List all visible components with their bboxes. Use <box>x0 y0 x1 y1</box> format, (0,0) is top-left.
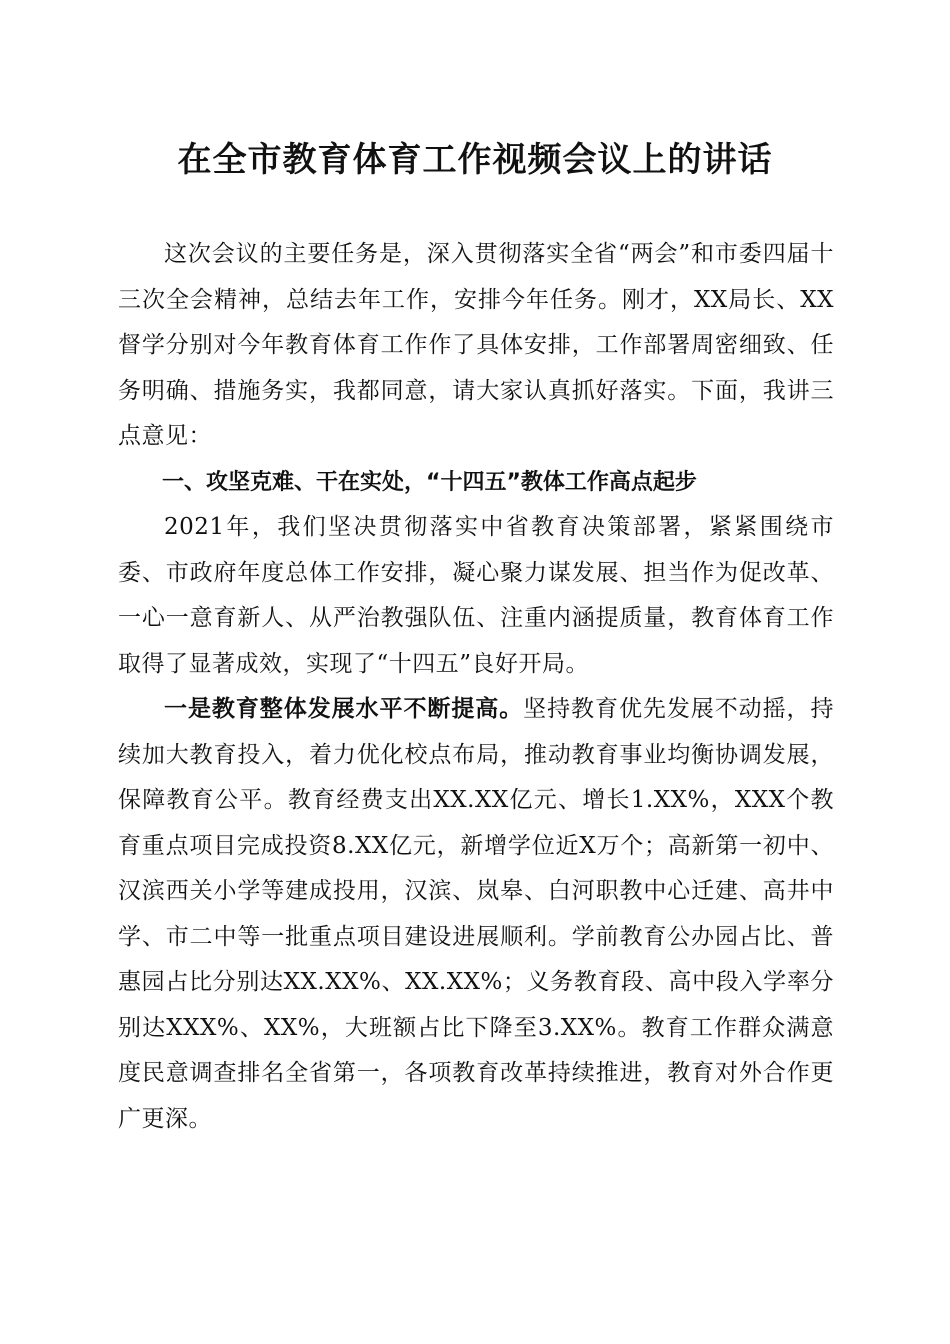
point-1-paragraph <box>118 687 834 1142</box>
document-title: 在全市教育体育工作视频会议上的讲话 <box>177 140 773 180</box>
section-heading-1: 一、攻坚克难、干在实处，“十四五”教体工作高点起步 <box>162 469 697 495</box>
point-1-text: 坚持教育优先发展不动摇，持续加大教育投入，着力优化校点布局，推动教育事业均衡协调发展，保障教育公平。教育经费支出XX.XX亿元、增长1.XX%，XXX个教育重点项目完成投资8.XX亿元，新增学位近X万个；高新第一初中、汉滨西关小学等建成投用，汉滨、岚皋、白河职教中心迁建、高井中学、市二中等一批重点项目建设进展顺利。学前教育公办园占比、普惠园占比分别达XX.XX%、XX.XX%；义务教育段、高中段入学率分别达XXX%、XX%，大班额占比下降至3.XX%。教育工作群众满意度民意调查排名全省第一，各项教育改革持续推进，教育对外合作更广更深。 <box>118 696 835 1132</box>
document-body <box>118 232 834 1142</box>
intro-paragraph: 这次会议的主要任务是，深入贯彻落实全省“两会”和市委四届十三次全会精神，总结去年工作，安排今年任务。刚才，XX局长、XX督学分别对今年教育体育工作作了具体安排，工作部署周密细致、任务明确、措施务实，我都同意，请大家认真抓好落实。下面，我讲三点意见： <box>118 241 834 449</box>
point-1-lead: 一是教育整体发展水平不断提高。 <box>164 696 524 722</box>
section-1-paragraph: 2021年，我们坚决贯彻落实中省教育决策部署，紧紧围绕市委、市政府年度总体工作安排，凝心聚力谋发展、担当作为促改革、一心一意育新人、从严治教强队伍、注重内涵提质量，教育体育工作取得了显著成效，实现了“十四五”良好开局。 <box>118 514 834 677</box>
